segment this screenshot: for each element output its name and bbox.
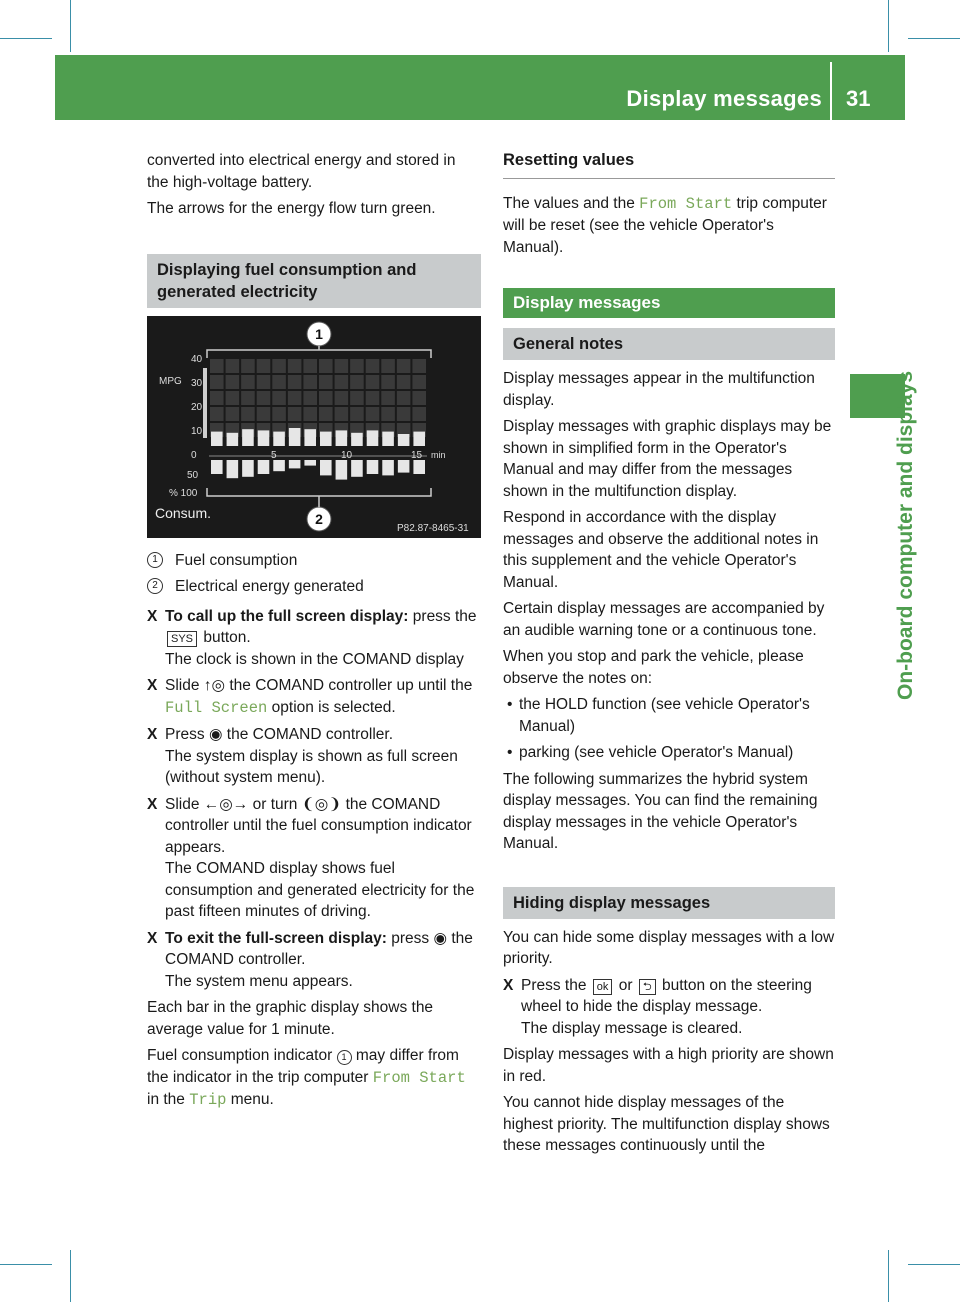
grid-cell (319, 407, 333, 421)
grid-cell (335, 391, 349, 405)
lower-bracket (207, 488, 431, 496)
ok-key-icon: ok (593, 979, 613, 995)
crop-mark (70, 0, 71, 52)
grid-cell (397, 391, 411, 405)
grid-cell (303, 407, 317, 421)
grid-cell (226, 391, 240, 405)
grid-cell (397, 375, 411, 389)
figure-reference: P82.87-8465-31 (397, 522, 469, 534)
fuel-bar (211, 431, 223, 445)
crop-mark (908, 1264, 960, 1265)
controller-press-icon: ◉ (433, 929, 447, 947)
callout-2-label: 2 (315, 510, 323, 527)
grid-cell (226, 407, 240, 421)
grid-cell (381, 359, 395, 373)
y-tick-label: 0 (191, 449, 197, 461)
controller-slide-up-icon: ↑◎ (203, 677, 226, 694)
grid-cell (210, 391, 224, 405)
fuel-bar (367, 430, 379, 446)
step-arrow-icon: X (147, 929, 158, 947)
body-paragraph: Each bar in the graphic display shows the average value for 1 minute. (147, 999, 434, 1038)
electric-bar (336, 460, 348, 480)
electric-bar (382, 460, 394, 475)
electric-bar (227, 460, 239, 478)
grid-cell (412, 359, 426, 373)
grid-cell (288, 407, 302, 421)
grid-cell (303, 359, 317, 373)
bullet-icon: • (507, 696, 513, 713)
x-tick-label: 10 (341, 449, 353, 461)
mpg-label: MPG (159, 375, 182, 387)
grid-cell (397, 359, 411, 373)
grid-cell (272, 375, 286, 389)
legend-item: 2 Electrical energy generated (147, 576, 481, 598)
body-paragraph: Display messages appear in the multifunction display. (503, 370, 815, 409)
body-paragraph: Display messages with graphic displays may be shown in simplified form in the Operator's Manual and may differ from the messages shown in the multifunction display. (503, 418, 832, 500)
section-heading: Hiding display messages (503, 887, 835, 919)
percent-label: % 100 (169, 487, 198, 499)
fuel-bar (258, 430, 270, 446)
section-heading: General notes (503, 328, 835, 360)
fuel-bar (304, 429, 316, 446)
legend-item: 1 Fuel consumption (147, 550, 481, 572)
electric-bar (398, 460, 410, 473)
y-tick-labels (191, 354, 203, 461)
instruction-step: X To call up the full screen display: press the SYS button. The clock is shown in the COMAND display (147, 607, 477, 668)
grid-cell (241, 375, 255, 389)
grid-cell (381, 391, 395, 405)
current-fuel-marker (203, 368, 207, 438)
crop-mark (0, 38, 52, 39)
electric-bar (211, 460, 223, 474)
grid-cell (257, 375, 271, 389)
minutes-label: min (431, 449, 446, 460)
upper-bracket (207, 350, 431, 358)
body-paragraph: Display messages with a high priority are shown in red. (503, 1046, 834, 1085)
lower-tick-label: 50 (187, 469, 199, 481)
fuel-bar (242, 429, 254, 446)
grid-cell (335, 359, 349, 373)
fuel-bar (336, 430, 348, 446)
y-tick-label: 20 (191, 401, 203, 413)
controller-press-icon: ◉ (208, 726, 223, 743)
grid-cell (350, 391, 364, 405)
grid-cell (241, 359, 255, 373)
section-heading: Display messages (503, 288, 835, 318)
grid-cell (210, 407, 224, 421)
electric-bar (289, 460, 301, 468)
section-heading: Displaying fuel consumption and generated electricity (147, 254, 481, 308)
step-arrow-icon: X (147, 795, 158, 813)
intro-paragraph: The arrows for the energy flow turn green. (147, 200, 436, 217)
body-paragraph: You can hide some display messages with a low priority. (503, 928, 835, 967)
step-arrow-icon: X (147, 677, 158, 694)
grid-cell (381, 375, 395, 389)
bullet-icon: • (507, 744, 513, 761)
right-column (503, 150, 835, 1162)
step-arrow-icon: X (503, 976, 514, 994)
grid-cell (241, 391, 255, 405)
step-arrow-icon: X (147, 726, 158, 743)
instruction-step: X Press the ok or ⮌ button on the steering wheel to hide the display message. The display message is cleared. (503, 976, 812, 1037)
grid-cell (257, 407, 271, 421)
sys-key-icon: SYS (167, 631, 197, 647)
consumption-graph (147, 316, 481, 538)
fuel-bar (413, 431, 425, 445)
fuel-bar (227, 432, 239, 445)
electric-bar (351, 460, 363, 477)
grid-cell (303, 375, 317, 389)
callout-1-label: 1 (315, 325, 323, 342)
callout-2-icon: 2 (147, 578, 163, 594)
grid-cell (257, 359, 271, 373)
grid-cell (381, 407, 395, 421)
crop-mark (70, 1250, 71, 1302)
header-divider (830, 62, 832, 120)
callout-1-icon: 1 (337, 1050, 352, 1065)
grid-cell (350, 375, 364, 389)
consumption-display-figure (147, 316, 481, 538)
grid-cell (226, 375, 240, 389)
intro-paragraph: converted into electrical energy and stored in the high-voltage battery. (147, 152, 456, 191)
grid-cell (303, 391, 317, 405)
side-tab (850, 370, 917, 700)
lower-bars (211, 460, 425, 480)
electric-bar (242, 460, 254, 477)
fuel-bar (320, 431, 332, 445)
grid-cell (366, 407, 380, 421)
section-heading: Resetting values (503, 150, 835, 179)
grid-cell (210, 359, 224, 373)
list-item: • the HOLD function (see vehicle Operator's Manual) (507, 696, 810, 735)
crop-mark (888, 0, 889, 52)
grid-cell (272, 391, 286, 405)
body-paragraph: When you stop and park the vehicle, please observe the notes on: (503, 648, 804, 687)
grid-cell (412, 391, 426, 405)
body-paragraph: The values and the From Start trip computer will be reset (see the vehicle Operator's Manual). (503, 194, 827, 256)
callout-1-icon: 1 (147, 552, 163, 568)
consum-label: Consum. (155, 504, 212, 521)
fuel-bar (351, 432, 363, 445)
fuel-bar (398, 434, 410, 446)
grid-cell (350, 407, 364, 421)
electric-bar (367, 460, 379, 474)
grid-cell (288, 359, 302, 373)
grid-cell (319, 391, 333, 405)
crop-mark (888, 1250, 889, 1302)
grid-cell (397, 407, 411, 421)
grid-cell (226, 359, 240, 373)
back-key-icon: ⮌ (639, 979, 656, 995)
grid-cell (241, 407, 255, 421)
crop-mark (908, 38, 960, 39)
x-tick-label: 5 (271, 449, 277, 461)
electric-bar (320, 460, 332, 475)
grid-cell (210, 375, 224, 389)
grid-cell (272, 359, 286, 373)
grid-cell (412, 375, 426, 389)
electric-bar (258, 460, 270, 474)
grid-cell (366, 359, 380, 373)
y-tick-label: 40 (191, 353, 203, 365)
step-arrow-icon: X (147, 607, 158, 625)
grid-cell (319, 359, 333, 373)
electric-bar (304, 460, 316, 466)
graph-grid (209, 359, 427, 456)
grid-cell (319, 375, 333, 389)
body-paragraph: The following summarizes the hybrid system display messages. You can find the remaining display messages in the vehicle Operator's Manual. (503, 770, 818, 852)
grid-cell (288, 391, 302, 405)
body-paragraph: Respond in accordance with the display messages and observe the additional notes in this supplement and the vehicle Operator's Manual. (503, 509, 819, 591)
grid-cell (412, 407, 426, 421)
body-paragraph: Fuel consumption indicator 1 may differ from the indicator in the trip computer From Start in the Trip menu. (147, 1047, 466, 1109)
grid-cell (335, 375, 349, 389)
grid-cell (335, 407, 349, 421)
instruction-step: X Slide ←◎→ or turn ❨◎❩ the COMAND controller until the fuel consumption indicator appears. The COMAND display shows fuel consumption and generated electricity for the past fifteen minutes of driving. (147, 795, 475, 920)
left-column (147, 150, 481, 1117)
controller-turn-icon: ❨◎❩ (301, 795, 342, 813)
controller-slide-sideways-icon: ←◎→ (203, 795, 249, 813)
crop-mark (0, 1264, 52, 1265)
electric-bar (273, 460, 285, 471)
grid-cell (350, 359, 364, 373)
electric-bar (413, 460, 425, 474)
fuel-bar (289, 428, 301, 446)
side-tab-label: On-board computer and displays (894, 370, 917, 700)
list-item: • parking (see vehicle Operator's Manual) (503, 742, 835, 764)
grid-cell (272, 407, 286, 421)
instruction-step: X To exit the full-screen display: press ◉ the COMAND controller. The system menu appears. (147, 929, 473, 990)
y-tick-label: 10 (191, 425, 203, 437)
y-tick-label: 30 (191, 377, 203, 389)
body-paragraph: You cannot hide display messages of the highest priority. The multifunction display shows these messages continuously until the (503, 1094, 830, 1154)
grid-cell (366, 391, 380, 405)
grid-cell (366, 375, 380, 389)
fuel-bar (382, 431, 394, 445)
x-tick-label: 15 (411, 449, 423, 461)
grid-cell (288, 375, 302, 389)
page-title: Display messages (626, 86, 822, 111)
fuel-bar (273, 431, 285, 445)
page-number: 31 (846, 86, 871, 111)
body-paragraph: Certain display messages are accompanied by an audible warning tone or a continuous tone. (503, 600, 825, 639)
grid-cell (257, 391, 271, 405)
instruction-step: X Slide ↑◎ the COMAND controller up until the Full Screen option is selected. (147, 677, 473, 717)
instruction-step: X Press ◉ the COMAND controller. The system display is shown as full screen (without system menu). (147, 726, 458, 786)
